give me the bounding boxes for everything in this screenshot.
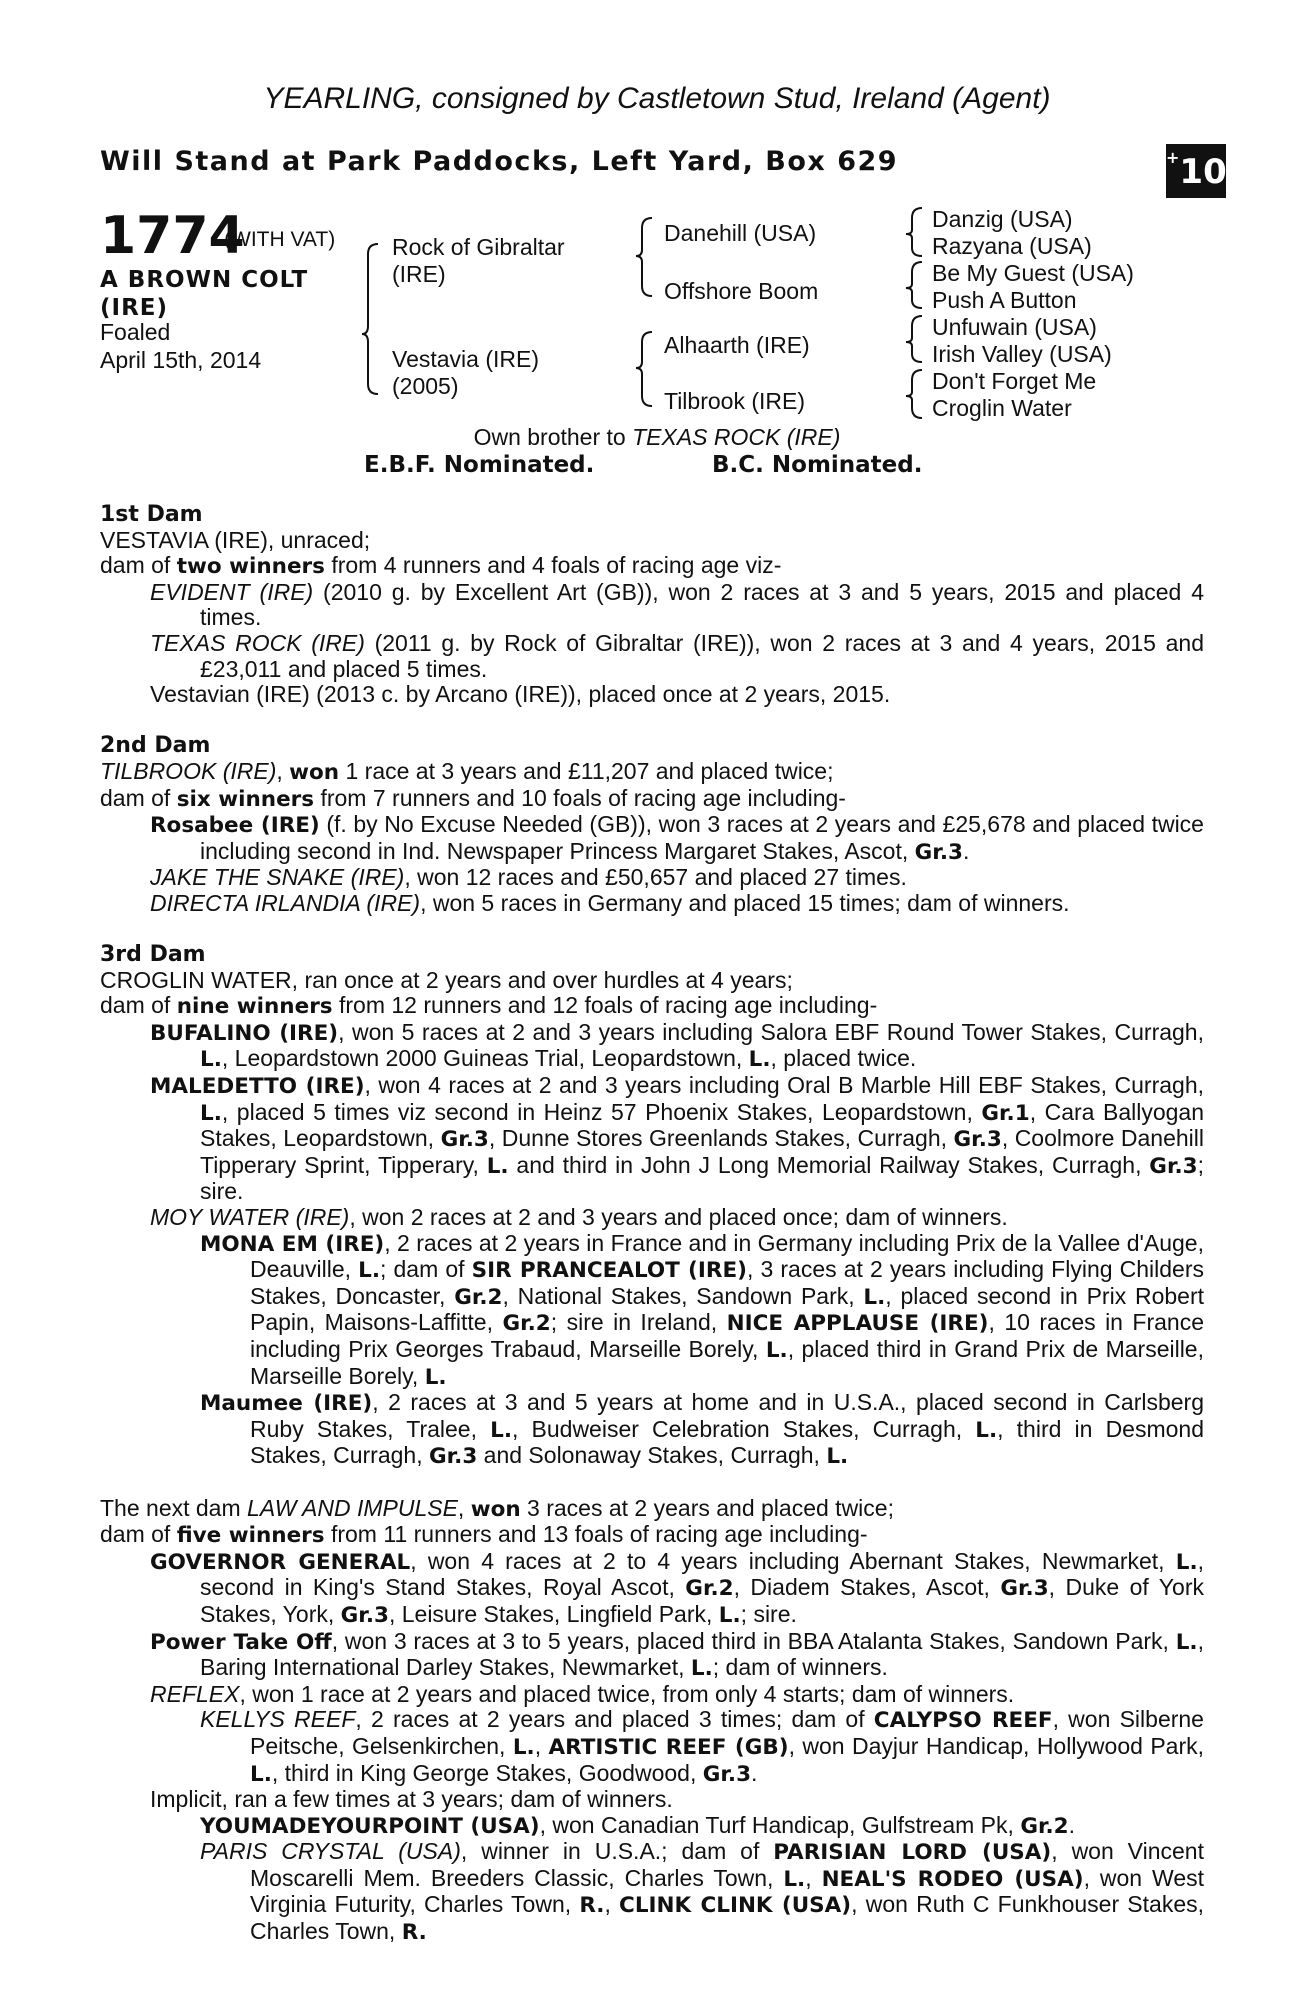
lot-description-line2: (IRE) xyxy=(100,295,169,321)
sire-sire: Danehill (USA) xyxy=(664,220,817,246)
grandparent-1: Danzig (USA) xyxy=(932,206,1073,232)
implicit-produce-youmadeyourpoint: YOUMADEYOURPOINT (USA), won Canadian Turf Handicap, Gulfstream Pk, Gr.2. xyxy=(200,1811,1076,1839)
second-dam-produce-summary: dam of six winners from 7 runners and 10 foals of racing age including- xyxy=(100,784,846,812)
grandparent-5: Unfuwain (USA) xyxy=(932,314,1097,340)
moy-water-produce-mona-em: MONA EM (IRE), 2 races at 2 years in France and in Germany including Prix de la Vallee d'Auge, Deauville, L.; dam of SIR PRANCEALOT (IRE), 3 races at 2 years including Flying Childers Stakes, Doncaster, Gr.2, National Stakes, Sandown Park, L., placed second in Prix Robert Papin, Maisons-Laffitte, Gr.2; sire in Ireland, NICE APPLAUSE (IRE), 10 races in France including Prix Georges Trabaud, Marseille Borely, L., placed third in Grand Prix de Marseille, Marseille Borely, L. xyxy=(200,1229,1205,1390)
bc-nomination: B.C. Nominated. xyxy=(712,452,923,478)
second-dam-produce-2: JAKE THE SNAKE (IRE), won 12 races and £50,657 and placed 27 times. xyxy=(150,864,907,891)
dam xyxy=(392,346,539,400)
grandparent-7: Don't Forget Me xyxy=(932,368,1097,394)
next-dam-line: The next dam LAW AND IMPULSE, won 3 races at 2 years and placed twice; xyxy=(100,1494,894,1522)
next-dam-produce-governor-general: GOVERNOR GENERAL, won 4 races at 2 to 4 years including Abernant Stakes, Newmarket, L., second in King's Stand Stakes, Royal Ascot, Gr.2, Diadem Stakes, Ascot, Gr.3, Duke of York Stakes, York, Gr.3, Leisure Stakes, Lingfield Park, L.; sire. xyxy=(150,1547,1205,1628)
vat-note: (WITH VAT) xyxy=(224,228,336,251)
grandparent-4: Push A Button xyxy=(932,287,1077,313)
grandparent-2: Razyana (USA) xyxy=(932,233,1092,259)
pedigree-brackets xyxy=(0,0,1314,440)
lot-number: 1774 xyxy=(100,206,245,266)
foaled-label: Foaled xyxy=(100,319,171,345)
next-dam-produce-power-take-off: Power Take Off, won 3 races at 3 to 5 years, placed third in BBA Atalanta Stakes, Sandown Park, L., Baring International Darley Stakes, Newmarket, L.; dam of winners. xyxy=(150,1627,1204,1682)
second-dam-title: 2nd Dam xyxy=(100,733,211,759)
lot-description-line1: A BROWN COLT xyxy=(100,267,309,293)
dam-dam: Tilbrook (IRE) xyxy=(664,388,805,414)
first-dam-title: 1st Dam xyxy=(100,502,203,527)
dam-name: Vestavia (IRE) xyxy=(392,346,539,372)
second-dam-produce-1: Rosabee (IRE) (f. by No Excuse Needed (GB)), won 3 races at 2 years and £25,678 and placed twice including second in Ind. Newspaper Princess Margaret Stakes, Ascot, Gr.3. xyxy=(150,811,1204,865)
ebf-nomination: E.B.F. Nominated. xyxy=(364,452,595,478)
foaled-date: April 15th, 2014 xyxy=(100,347,262,373)
next-dam-produce-implicit: Implicit, ran a few times at 3 years; dam of winners. xyxy=(150,1786,673,1813)
next-dam-produce-summary: dam of five winners from 11 runners and 13 foals of racing age including- xyxy=(100,1521,868,1549)
sire-suffix: (IRE) xyxy=(392,261,446,287)
first-dam-produce-3: Vestavian (IRE) (2013 c. by Arcano (IRE)), placed once at 2 years, 2015. xyxy=(150,681,891,708)
grandparent-3: Be My Guest (USA) xyxy=(932,260,1134,286)
own-brother-name: TEXAS ROCK (IRE) xyxy=(632,424,841,450)
next-dam-produce-reflex: REFLEX, won 1 race at 2 years and placed twice, from only 4 starts; dam of winners. xyxy=(150,1680,1015,1707)
grandparent-6: Irish Valley (USA) xyxy=(932,341,1112,367)
third-dam-line: CROGLIN WATER, ran once at 2 years and over hurdles at 4 years; xyxy=(100,966,793,993)
third-dam-produce-maledetto: MALEDETTO (IRE), won 4 races at 2 and 3 years including Oral B Marble Hill EBF Stakes, Curragh, L., placed 5 times viz second in Heinz 57 Phoenix Stakes, Leopardstown, Gr.1, Cara Ballyogan Stakes, Leopardstown, Gr.3, Dunne Stores Greenlands Stakes, Curragh, Gr.3, Coolmore Danehill Tipperary Sprint, Tipperary, L. and third in John J Long Memorial Railway Stakes, Curragh, Gr.3; sire. xyxy=(150,1072,1205,1205)
sire-dam: Offshore Boom xyxy=(664,278,819,304)
own-brother-prefix: Own brother to xyxy=(473,424,626,450)
moy-water-produce-maumee: Maumee (IRE), 2 races at 3 and 5 years at home and in U.S.A., placed second in Carlsberg Ruby Stakes, Tralee, L., Budweiser Celebration Stakes, Curragh, L., third in Desmond Stakes, Curragh, Gr.3 and Solonaway Stakes, Curragh, L. xyxy=(200,1389,1205,1470)
implicit-produce-paris-crystal: PARIS CRYSTAL (USA), winner in U.S.A.; dam of PARISIAN LORD (USA), won Vincent Moscarelli Mem. Breeders Classic, Charles Town, L., NEAL'S RODEO (USA), won West Virginia Futurity, Charles Town, R., CLINK CLINK (USA), won Ruth C Funkhouser Stakes, Charles Town, R. xyxy=(200,1838,1205,1946)
third-dam-title: 3rd Dam xyxy=(100,942,206,968)
badge-mark: + xyxy=(1166,148,1180,167)
second-dam-produce-3: DIRECTA IRLANDIA (IRE), won 5 races in Germany and placed 15 times; dam of winners. xyxy=(150,889,1070,916)
sire xyxy=(392,234,565,288)
sale-heading: YEARLING, consigned by Castletown Stud, Ireland (Agent) xyxy=(263,82,1051,115)
badge-number: 10 xyxy=(1179,152,1227,192)
stabling-location: Will Stand at Park Paddocks, Left Yard, Box 629 xyxy=(100,146,899,177)
dam-lines xyxy=(100,502,1204,1946)
first-dam-line: VESTAVIA (IRE), unraced; xyxy=(100,526,371,553)
reflex-produce-kellys-reef: KELLYS REEF, 2 races at 2 years and placed 3 times; dam of CALYPSO REEF, won Silberne Peitsche, Gelsenkirchen, L., ARTISTIC REEF (GB), won Dayjur Handicap, Hollywood Park, L., third in King George Stakes, Goodwood, Gr.3. xyxy=(200,1706,1204,1787)
grandparent-8: Croglin Water xyxy=(932,395,1072,421)
own-brother-note xyxy=(0,424,1314,451)
third-dam-produce-moy-water: MOY WATER (IRE), won 2 races at 2 and 3 years and placed once; dam of winners. xyxy=(150,1204,1008,1231)
dam-sire: Alhaarth (IRE) xyxy=(664,332,810,358)
first-dam-produce-2: TEXAS ROCK (IRE) (2011 g. by Rock of Gibraltar (IRE)), won 2 races at 3 and 4 years, 2015 and £23,011 and placed 5 times. xyxy=(150,629,1205,682)
sire-name: Rock of Gibraltar xyxy=(392,234,565,260)
dam-year: (2005) xyxy=(392,373,459,399)
first-dam-produce-summary: dam of two winners from 4 runners and 4 foals of racing age viz- xyxy=(100,552,782,580)
third-dam-produce-summary: dam of nine winners from 12 runners and 12 foals of racing age including- xyxy=(100,992,878,1020)
second-dam-line: TILBROOK (IRE), won 1 race at 3 years and £11,207 and placed twice; xyxy=(100,757,834,785)
first-dam-produce-1: EVIDENT (IRE) (2010 g. by Excellent Art (GB)), won 2 races at 3 and 5 years, 2015 and placed 4 times. xyxy=(150,578,1204,631)
third-dam-produce-bufalino: BUFALINO (IRE), won 5 races at 2 and 3 years including Salora EBF Round Tower Stakes, Curragh, L., Leopardstown 2000 Guineas Trial, Leopardstown, L., placed twice. xyxy=(150,1018,1204,1073)
